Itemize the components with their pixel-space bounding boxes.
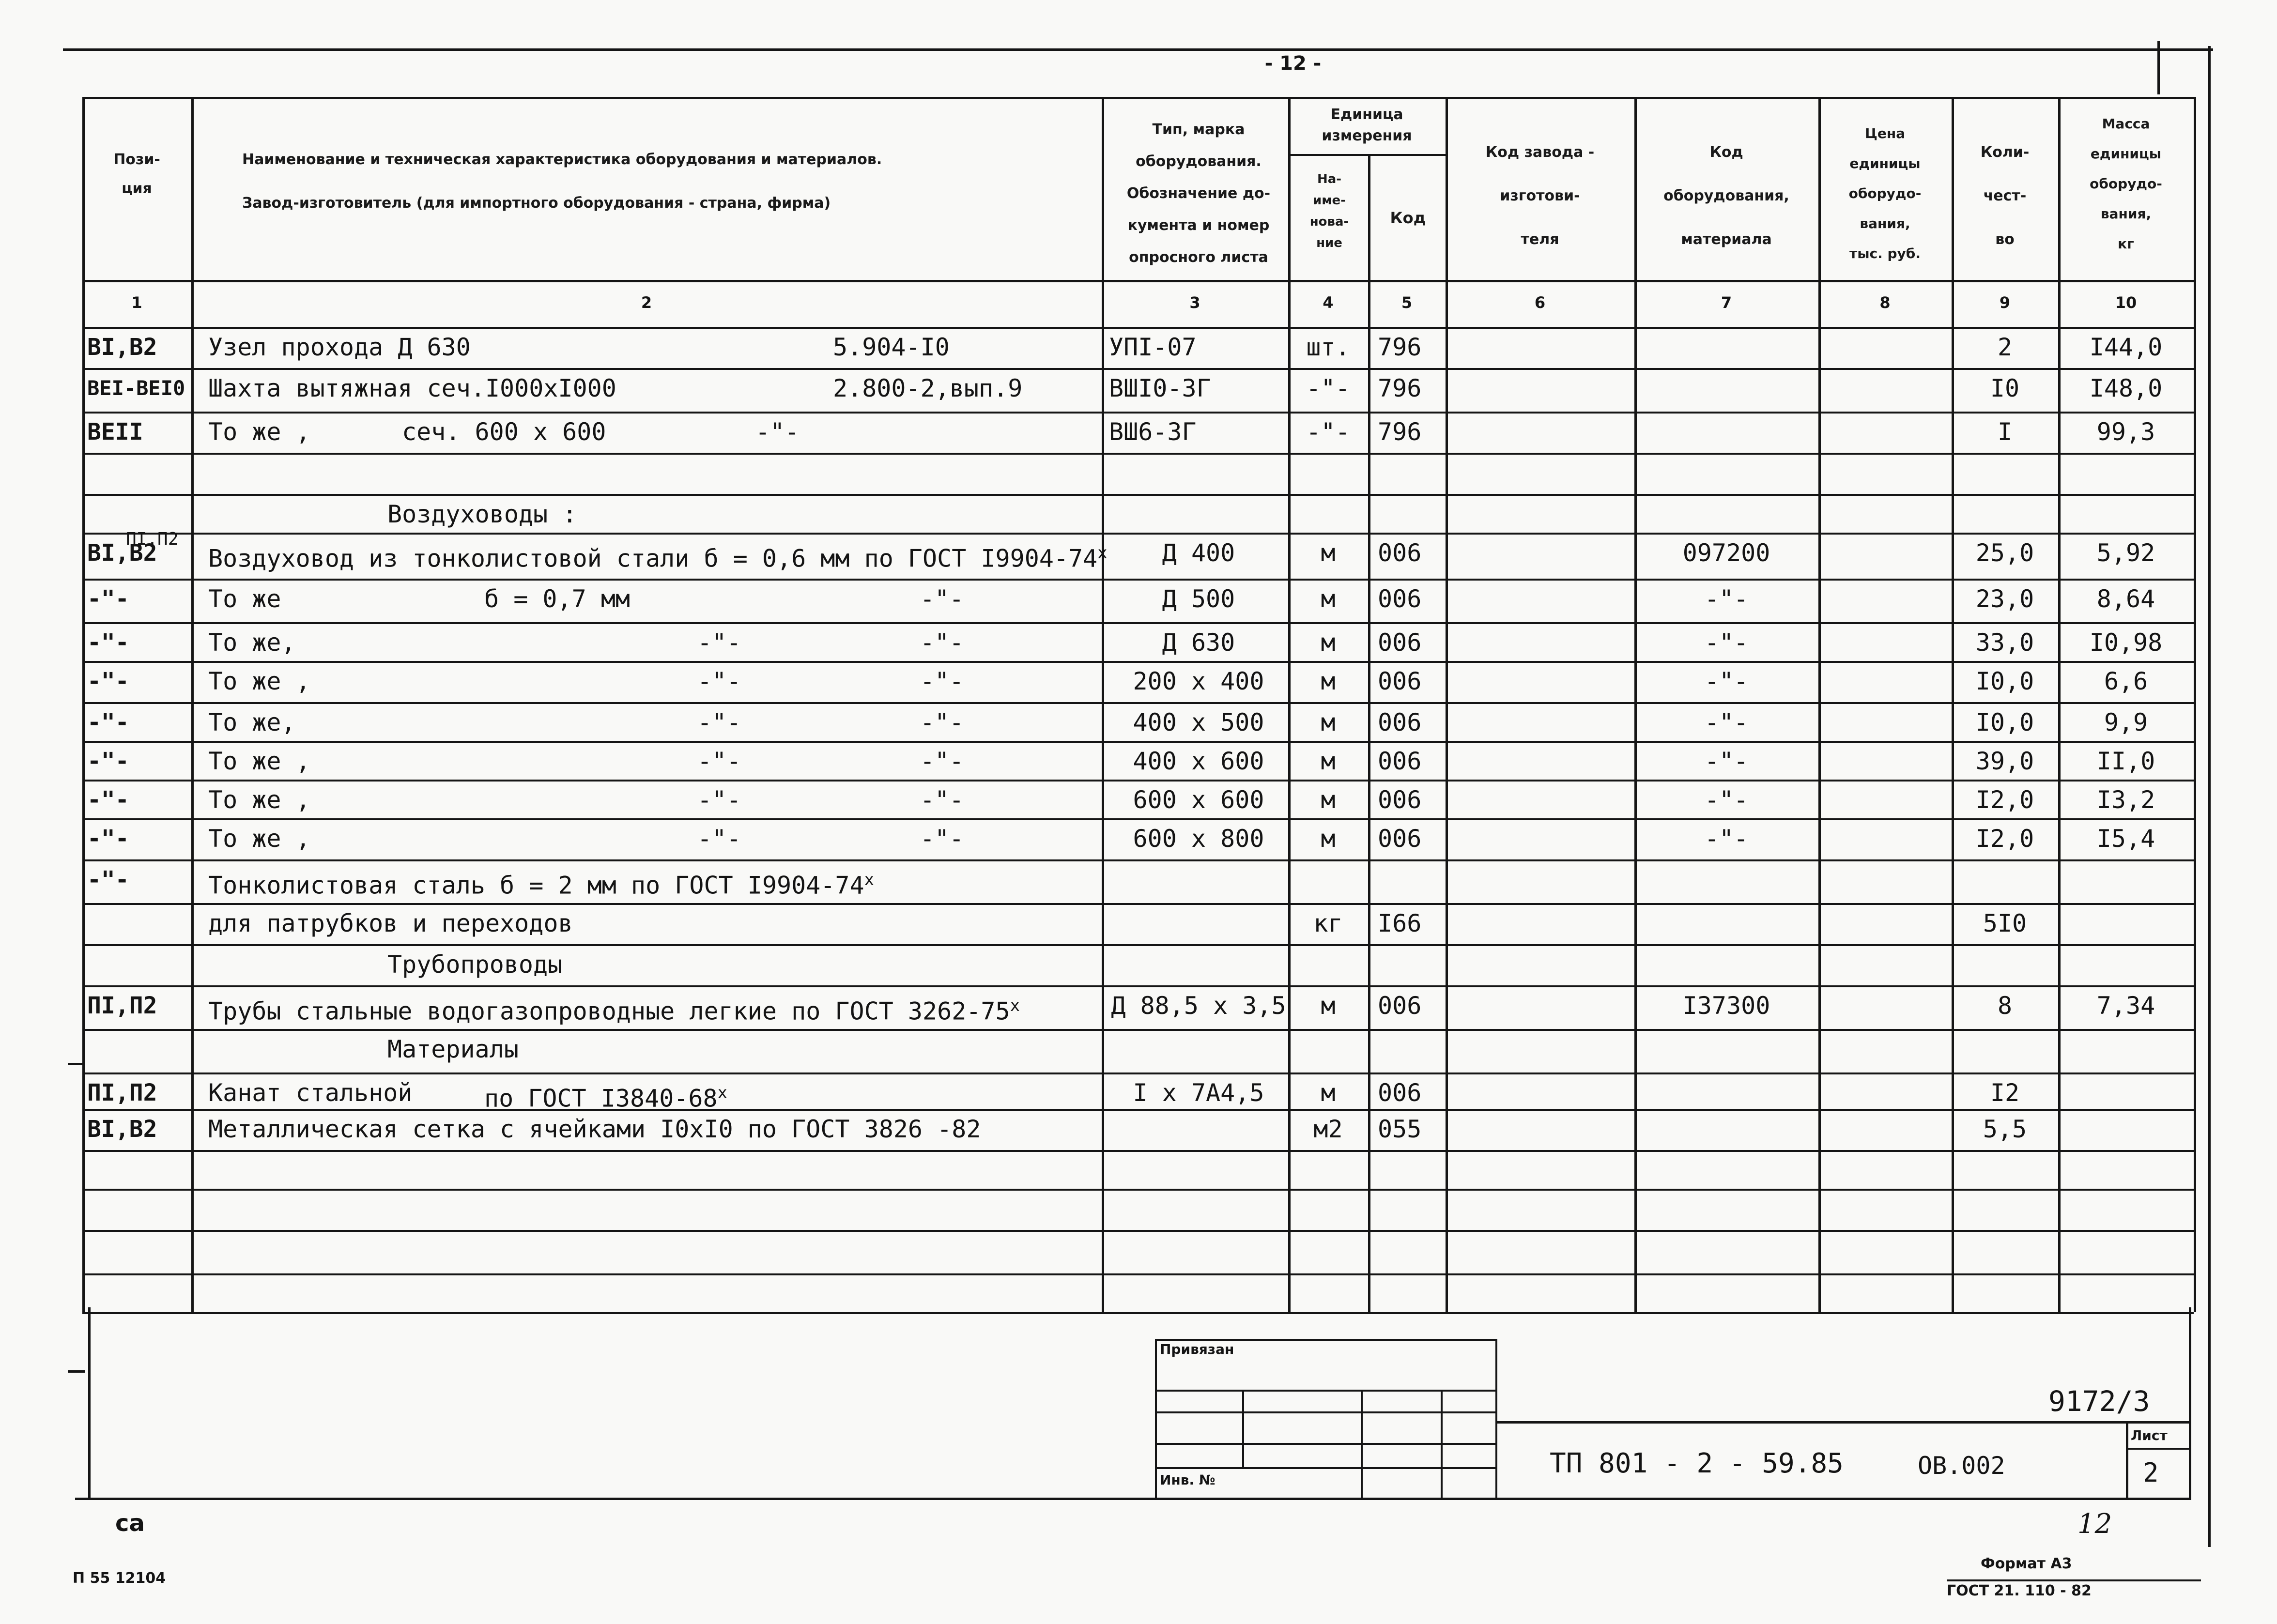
document-code: ТП 801 - 2 - 59.85	[1550, 1448, 1844, 1479]
unit-code-cell: 006	[1378, 628, 1422, 657]
column-number: 8	[1879, 293, 1891, 312]
unit-code-cell: 796	[1378, 374, 1422, 402]
position-cell: -"-	[87, 786, 129, 813]
footer-line	[1947, 1579, 2201, 1581]
unit-code-cell: 006	[1378, 825, 1422, 853]
position-cell-secondary: ПI,П2	[126, 529, 179, 549]
quantity-cell: 2	[1997, 333, 2013, 361]
position-cell: -"-	[87, 629, 129, 656]
header-unit: Единица измерения	[1322, 106, 1412, 144]
stamp-number: П 55 12104	[73, 1570, 166, 1587]
handwritten-page-number: 12	[2077, 1508, 2112, 1540]
unit-code-cell: 006	[1378, 992, 1422, 1020]
frame-right-inner	[2189, 1307, 2191, 1499]
unit-name-cell: м	[1321, 539, 1336, 567]
quantity-cell: 5I0	[1983, 909, 2027, 937]
type-cell: ВШ6-3Г	[1109, 418, 1197, 446]
asterisk-mark: x	[864, 870, 875, 889]
position-cell: BEI-BEI0	[87, 376, 185, 400]
spec-cell: по ГОСТ I3840-68$^x$	[484, 1083, 728, 1113]
quantity-cell: 23,0	[1975, 585, 2034, 613]
frame-bottom-line	[75, 1498, 2191, 1500]
type-cell: ВШI0-3Г	[1109, 374, 1211, 402]
type-cell: 600 x 800	[1133, 825, 1264, 853]
position-cell: BI,B2	[87, 1116, 157, 1143]
type-cell: Д 400	[1162, 539, 1235, 567]
section-heading: Материалы	[387, 1035, 519, 1063]
mass-cell: I3,2	[2096, 786, 2155, 814]
document-part: OB.002	[1918, 1452, 2005, 1480]
asterisk-mark: x	[717, 1083, 728, 1103]
header-quantity: Коли- чест- во	[1980, 144, 2030, 248]
column-line	[191, 97, 194, 1312]
type-cell: 200 x 400	[1133, 667, 1264, 695]
material-code-cell: 097200	[1682, 539, 1770, 567]
unit-name-cell: м	[1321, 585, 1336, 613]
privyazan-label: Привязан	[1160, 1341, 1234, 1357]
name-cell: То же	[208, 585, 281, 613]
quantity-cell: I2,0	[1975, 825, 2034, 853]
name-cell: То же ,	[208, 418, 310, 446]
mass-cell: 9,9	[2104, 708, 2148, 736]
position-cell: BEII	[87, 418, 143, 445]
mass-cell: 8,64	[2096, 585, 2155, 613]
position-cell: BI,B2	[87, 539, 157, 567]
name-cell: Трубы стальные водогазопроводные легкие по ГОСТ 3262-75$^x$	[208, 996, 1020, 1026]
unit-name-cell: кг	[1313, 909, 1343, 937]
asterisk-mark: x	[1097, 543, 1108, 563]
header-type: Тип, марка оборудования. Обозначение до- кумента и номер опросного листа	[1126, 121, 1271, 266]
mass-cell: II,0	[2096, 747, 2155, 775]
section-heading: Трубопроводы	[387, 950, 563, 979]
position-cell: -"-	[87, 668, 129, 695]
page-number: - 12 -	[1264, 52, 1322, 75]
margin-tick	[68, 1063, 85, 1065]
unit-code-cell: 006	[1378, 585, 1422, 613]
sheet-number: 2	[2143, 1457, 2159, 1488]
mass-cell: I44,0	[2089, 333, 2163, 361]
column-line	[1368, 154, 1370, 1312]
column-number: 1	[131, 293, 142, 312]
quantity-cell: I2,0	[1975, 786, 2034, 814]
unit-name-cell: м	[1321, 786, 1336, 814]
name-cell: Воздуховод из тонколистовой стали б = 0,6 мм по ГОСТ I9904-74$^x$	[208, 543, 1108, 573]
quantity-cell: 39,0	[1975, 747, 2034, 775]
unit-name-cell: м	[1321, 667, 1336, 695]
spec-cell: -"-	[697, 708, 741, 736]
column-line	[1818, 97, 1821, 1312]
document-cell: сеч. 600 x 600	[402, 418, 606, 446]
ditto-cell: -"-	[755, 418, 800, 446]
name-cell: Канат стальной	[208, 1079, 413, 1107]
top-border-line	[63, 48, 2213, 51]
material-code-cell: -"-	[1704, 667, 1749, 695]
asterisk-mark: x	[1010, 996, 1020, 1015]
position-cell: -"-	[87, 709, 129, 736]
name-cell: То же ,	[208, 825, 310, 853]
unit-code-cell: 006	[1378, 747, 1422, 775]
inv-number-label: Инв. №	[1160, 1472, 1215, 1488]
row-line	[82, 1273, 2194, 1275]
type-cell: Д 88,5 x 3,5	[1111, 992, 1286, 1020]
column-number: 5	[1401, 293, 1413, 312]
material-code-cell: I37300	[1682, 992, 1770, 1020]
footer-left-note: ca	[115, 1510, 145, 1537]
unit-code-cell: 796	[1378, 333, 1422, 361]
table-top-line	[82, 97, 2194, 99]
quantity-cell: I0,0	[1975, 708, 2034, 736]
header-position: Пози- ция	[113, 151, 160, 197]
name-cell: То же,	[208, 628, 296, 657]
unit-name-cell: м	[1321, 628, 1336, 657]
ditto-cell: -"-	[920, 747, 964, 775]
unit-subheader-line	[1288, 154, 1446, 156]
header-name: Наименование и техническая характеристика оборудования и материалов. Завод-изготовитель (для импортного оборудования - страна, фирма)	[242, 151, 882, 212]
gost-label: ГОСТ 21. 110 - 82	[1947, 1582, 2092, 1599]
material-code-cell: -"-	[1704, 585, 1749, 613]
spec-cell: -"-	[697, 628, 741, 657]
position-cell: BI,B2	[87, 334, 157, 361]
spec-cell: -"-	[697, 667, 741, 695]
frame-left-line	[88, 1307, 91, 1499]
format-label: Формат А3	[1981, 1555, 2072, 1572]
header-unit-name: На- име- нова- ние	[1309, 172, 1349, 250]
material-code-cell: -"-	[1704, 786, 1749, 814]
column-number: 6	[1534, 293, 1546, 312]
unit-name-cell: м2	[1313, 1115, 1343, 1143]
column-number: 4	[1323, 293, 1334, 312]
position-cell: ПI,П2	[87, 1079, 157, 1106]
quantity-cell: I	[1997, 418, 2013, 446]
ditto-cell: -"-	[920, 585, 964, 613]
row-line	[82, 1150, 2194, 1152]
quantity-cell: I0	[1990, 374, 2020, 402]
type-cell: 400 x 600	[1133, 747, 1264, 775]
mass-cell: I0,98	[2089, 628, 2163, 657]
name-cell: То же ,	[208, 786, 310, 814]
name-cell: То же ,	[208, 667, 310, 695]
unit-code-cell: 006	[1378, 667, 1422, 695]
ditto-cell: -"-	[920, 708, 964, 736]
header-mass: Масса единицы оборудо- вания, кг	[2090, 116, 2162, 252]
column-number: 3	[1189, 293, 1200, 312]
type-cell: 600 x 600	[1133, 786, 1264, 814]
spec-cell: -"-	[697, 825, 741, 853]
quantity-cell: 8	[1997, 992, 2013, 1020]
position-cell: ПI,П2	[87, 992, 157, 1019]
type-cell: Д 500	[1162, 585, 1235, 613]
column-line	[82, 97, 85, 1312]
unit-name-cell: м	[1321, 1079, 1336, 1107]
project-number: 9172/3	[2048, 1385, 2150, 1418]
name-cell: Металлическая сетка с ячейками I0xI0 по ГОСТ 3826 -82	[208, 1115, 981, 1143]
column-line	[1446, 97, 1448, 1312]
sheet-label: Лист	[2131, 1427, 2168, 1443]
type-cell: Д 630	[1162, 628, 1235, 657]
header-material-code: Код оборудования, материала	[1663, 144, 1789, 248]
unit-name-cell: м	[1321, 747, 1336, 775]
column-number: 9	[1999, 293, 2011, 312]
row-line	[82, 1230, 2194, 1232]
material-code-cell: -"-	[1704, 825, 1749, 853]
mass-cell: 7,34	[2096, 992, 2155, 1020]
unit-code-cell: 006	[1378, 708, 1422, 736]
column-number: 2	[641, 293, 652, 312]
ditto-cell: -"-	[920, 628, 964, 657]
quantity-cell: 5,5	[1983, 1115, 2027, 1143]
column-number: 7	[1721, 293, 1732, 312]
ditto-cell: -"-	[920, 786, 964, 814]
mass-cell: I5,4	[2096, 825, 2155, 853]
unit-code-cell: 006	[1378, 539, 1422, 567]
top-right-tick	[2157, 41, 2160, 94]
column-number: 10	[2115, 293, 2137, 312]
unit-name-cell: шт.	[1306, 333, 1350, 361]
header-unit-code: Код	[1390, 209, 1426, 227]
ditto-cell: -"-	[920, 825, 964, 853]
ditto-cell: -"-	[920, 667, 964, 695]
unit-code-cell: 055	[1378, 1115, 1422, 1143]
row-line	[82, 453, 2194, 455]
position-cell: -"-	[87, 748, 129, 775]
type-cell: УПI-07	[1109, 333, 1197, 361]
document-cell: 5.904-I0	[833, 333, 950, 361]
position-cell: -"-	[87, 866, 129, 893]
material-code-cell: -"-	[1704, 708, 1749, 736]
row-line	[82, 1189, 2194, 1191]
name-cell: То же ,	[208, 747, 310, 775]
unit-code-cell: 796	[1378, 418, 1422, 446]
name-cell: То же,	[208, 708, 296, 736]
right-border-line	[2208, 46, 2211, 1547]
mass-cell: I48,0	[2089, 374, 2163, 402]
mass-cell: 6,6	[2104, 667, 2148, 695]
unit-name-cell: -"-	[1306, 418, 1350, 446]
unit-code-cell: 006	[1378, 1079, 1422, 1107]
spec-cell: б = 0,7 мм	[484, 585, 631, 613]
unit-name-cell: м	[1321, 825, 1336, 853]
spec-cell: -"-	[697, 786, 741, 814]
name-cell: для патрубков и переходов	[208, 909, 573, 937]
unit-code-cell: I66	[1378, 909, 1422, 937]
quantity-cell: 25,0	[1975, 539, 2034, 567]
unit-name-cell: м	[1321, 708, 1336, 736]
unit-name-cell: -"-	[1306, 374, 1350, 402]
column-line	[2194, 97, 2196, 1312]
quantity-cell: 33,0	[1975, 628, 2034, 657]
unit-name-cell: м	[1321, 992, 1336, 1020]
quantity-cell: I0,0	[1975, 667, 2034, 695]
name-cell: Тонколистовая сталь б = 2 мм по ГОСТ I9904-74$^x$	[208, 870, 875, 900]
position-cell: -"-	[87, 825, 129, 852]
material-code-cell: -"-	[1704, 747, 1749, 775]
type-cell: I x 7А4,5	[1133, 1079, 1264, 1107]
column-line	[1102, 97, 1104, 1312]
quantity-cell: I2	[1990, 1079, 2020, 1107]
name-cell: Узел прохода Д 630	[208, 333, 471, 361]
mass-cell: 5,92	[2096, 539, 2155, 567]
document-cell: 2.800-2,вып.9	[833, 374, 1023, 402]
section-heading: Воздуховоды :	[387, 500, 577, 528]
margin-tick	[68, 1370, 85, 1373]
material-code-cell: -"-	[1704, 628, 1749, 657]
type-cell: 400 x 500	[1133, 708, 1264, 736]
row-line	[82, 1312, 2194, 1314]
name-cell: Шахта вытяжная сеч.I000xI000	[208, 374, 616, 402]
unit-code-cell: 006	[1378, 786, 1422, 814]
mass-cell: 99,3	[2096, 418, 2155, 446]
spec-cell: -"-	[697, 747, 741, 775]
header-plant-code: Код завода - изготови- теля	[1485, 144, 1595, 248]
header-price: Цена единицы оборудо- вания, тыс. руб.	[1848, 125, 1922, 261]
position-cell: -"-	[87, 585, 129, 613]
